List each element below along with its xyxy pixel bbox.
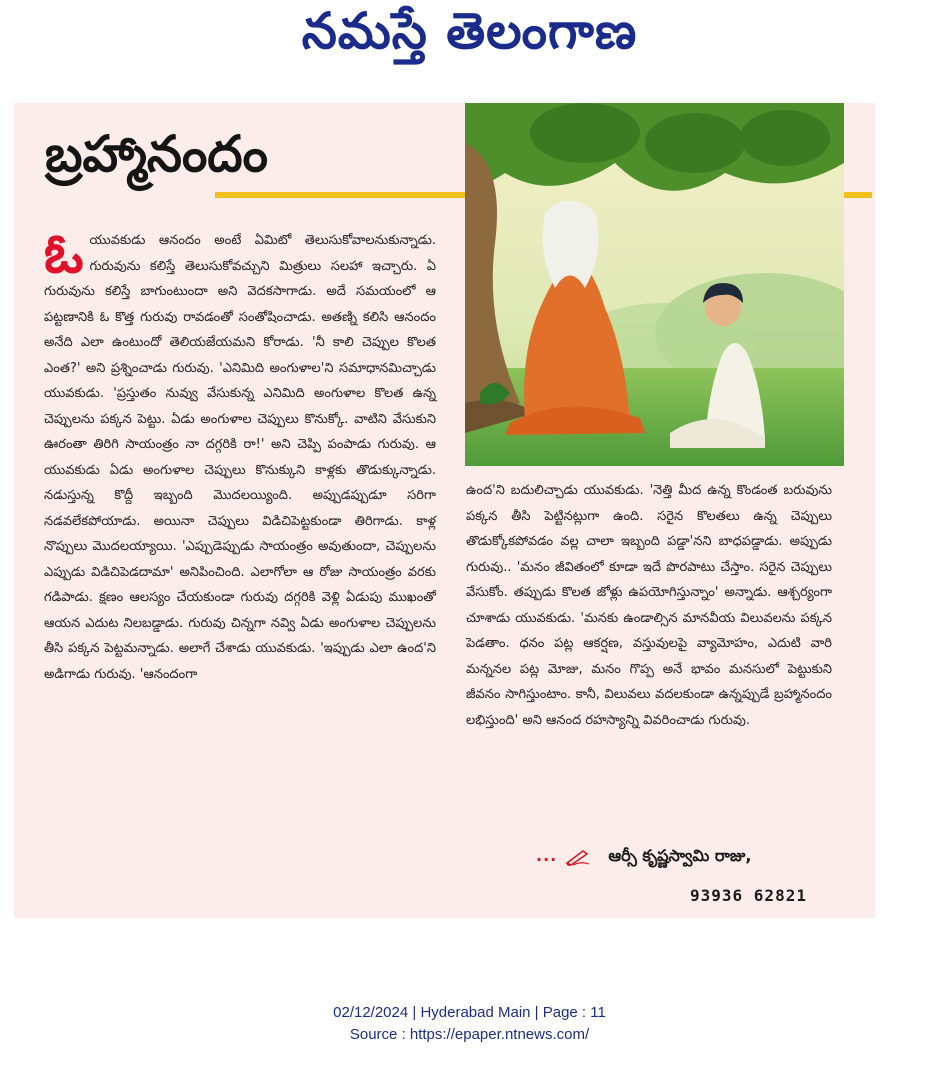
byline-dots: ...: [536, 846, 558, 865]
article-left-text: యువకుడు ఆనందం అంటే ఏమిటో తెలుసుకోవాలనుకున్నాడు. గురువును కలిస్తే తెలుసుకోవచ్చుని మిత్రులు సలహా ఇచ్చారు. ఏ గురువును కలిస్తే బాగుంటుందా అని వెదకసాగాడు. అదే సమయంలో ఆ పట్టణానికి ఓ కొత్త గురువు రావడంతో సంతోషించాడు. అతణ్ని కలిసి ఆనందం అనేది ఎలా ఉంటుందో తెలియజేయమని కోరాడు. 'నీ కాలి చెప్పుల కొలత ఎంత?' అని ప్రశ్నించాడు గురువు. 'ఎనిమిది అంగుళాల'ని సమాధానమిచ్చాడు యువకుడు. 'ప్రస్తుతం నువ్వు వేసుకున్న ఎనిమిది అంగుళాల కొలత ఉన్న చెప్పులను పక్కన పెట్టు. ఏడు అంగుళాల చెప్పులు కొనుక్కో. వాటిని వేసుకుని ఊరంతా తిరిగి సాయంత్రం నా దగ్గరికి రా!' అని చెప్పి పంపాడు గురువు. ఆ యువకుడు ఏడు అంగుళాల చెప్పులు కొనుక్కుని కాళ్లకు తొడుక్కున్నాడు. నడుస్తున్న కొద్దీ ఇబ్బంది మొదలయ్యింది. అప్పుడప్పుడూ సరిగా నడవలేకపోయాడు. అయినా చెప్పులు విడిచిపెట్టకుండా తిరిగాడు. కాళ్ల నొప్పులు మొదలయ్యాయి. 'ఎప్పుడెప్పుడు సాయంత్రం అవుతుందా, చెప్పులను ఎప్పుడు విడిచిపెడదామా' అనిపించింది. ఎలాగోలా ఆ రోజు సాయంత్రం వరకు గడిపాడు. క్షణం ఆలస్యం చేయకుండా గురువు దగ్గరికి వెళ్లి ఏడుపు ముఖంతో ఆయన ఎదుట నిలబడ్డాడు. గురువు చిన్నగా నవ్వి ఏడు అంగుళాల చెప్పులను తీసి పక్కన పెట్టమన్నాడు. అలాగే చేశాడు యువకుడు. 'ఇప్పుడు ఎలా ఉంద'ని అడిగాడు గురువు. 'ఆనందంగా: [44, 233, 436, 682]
article-illustration: [465, 103, 844, 466]
masthead-title: నమస్తే తెలంగాణ: [301, 1, 638, 60]
pen-icon: [565, 848, 591, 866]
byline: [536, 846, 751, 869]
footer-source: Source : https://epaper.ntnews.com/: [349, 1026, 590, 1043]
footer-date-edition: 02/12/2024 | Hyderabad Main | Page : 11: [333, 1004, 606, 1021]
article-headline: బ్రహ్మానందం: [45, 125, 268, 183]
author-phone: 93936 62821: [690, 886, 807, 905]
masthead: [0, 1, 939, 70]
article-dropcap: ఓ: [44, 222, 84, 285]
article-right-text: ఉంద'ని బదులిచ్చాడు యువకుడు. 'నెత్తి మీద ఉన్న కొండంత బరువును పక్కన తీసి పెట్టినట్లుగా ఉంది. సరైన కొలతలు ఉన్న చెప్పులు తొడుక్కోకపోవడం వల్ల చాలా ఇబ్బంది పడ్డా'నని బాధపడ్డాడు. అప్పుడు గురువు.. 'మనం జీవితంలో కూడా ఇదే పొరపాటు చేస్తాం. సరైన చెప్పులు వేసుకోం. తప్పుడు కొలత జోళ్లు ఉపయోగిస్తున్నాం' అన్నాడు. ఆశ్చర్యంగా చూశాడు యువకుడు. 'మనకు ఉండాల్సిన మానవీయ విలువలను పక్కన పెడతాం. ధనం పట్ల ఆకర్షణ, వస్తువులపై వ్యామోహం, ఎదుటి వారి మన్ననల పట్ల మోజు, మనం గొప్ప అనే భావం మనసులో పెట్టుకుని జీవనం సాగిస్తుంటాం. కానీ, విలువలు వదలకుండా ఉన్నప్పుడే బ్రహ్మానందం లభిస్తుంది' అని ఆనంద రహస్యాన్ని వివరించాడు గురువు.: [466, 483, 832, 728]
author-name: ఆర్సీ కృష్ణస్వామి రాజు,: [608, 846, 752, 865]
article-left-column: [44, 222, 436, 687]
article-right-column: [466, 478, 832, 733]
